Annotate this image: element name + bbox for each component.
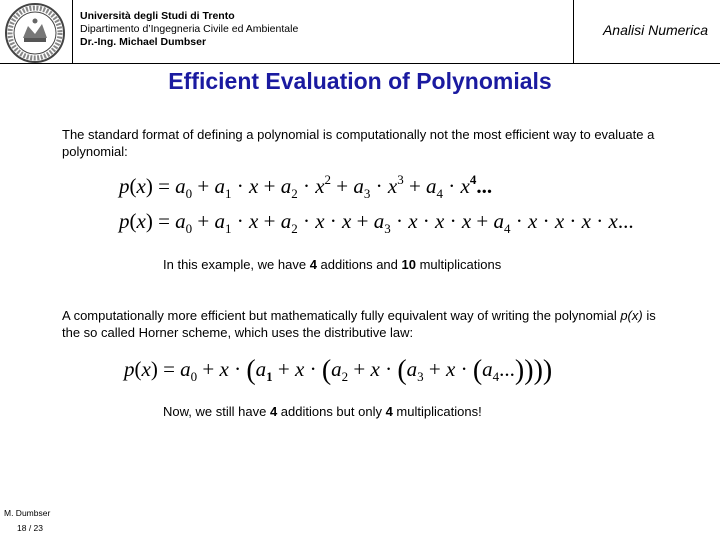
slide-title: Efficient Evaluation of Polynomials <box>168 68 552 94</box>
horner-px: p(x) <box>620 308 643 323</box>
department-name: Dipartimento d’Ingegneria Civile ed Ambientale <box>80 23 299 35</box>
header-bottom-rule <box>0 63 720 64</box>
note1-text-before: In this example, we have <box>163 257 310 272</box>
intro-paragraph: The standard format of defining a polynomial is computationally not the most efficient way to evaluate a polynomial: <box>62 127 655 159</box>
course-name: Analisi Numerica <box>602 22 708 38</box>
note2-text-before: Now, we still have <box>163 404 270 419</box>
note2-multiplications-count: 4 <box>385 404 393 419</box>
horner-text-suffix: is the so called Horner scheme, which uses the distributive law: <box>62 308 656 340</box>
formula-horner-scheme: $p(x) = a_0 + x \cdot (a_1 + x \cdot (a_2 + x \cdot (a_3 + x \cdot (a_4...))))$ <box>124 355 553 386</box>
note-horner-ops <box>163 404 482 419</box>
footer-author: M. Dumbser <box>4 508 51 518</box>
note2-additions-count: 4 <box>269 404 278 419</box>
university-seal-logo <box>4 2 66 64</box>
horner-paragraph <box>62 307 672 341</box>
note1-additions-count: 4 <box>309 257 317 272</box>
formula-standard-form: $p(x) = a_0 + a_1 \cdot x + a_2 \cdot x^2 + a_3 \cdot x^3 + a_4 \cdot x^4$... <box>119 172 493 201</box>
university-name: Università degli Studi di Trento <box>80 10 235 22</box>
header-author: Dr.-Ing. Michael Dumbser <box>80 36 207 48</box>
horner-text-prefix: A computationally more efficient but mathematically fully equivalent way of writing the polynomial <box>62 308 621 323</box>
note1-text-after: multiplications <box>415 257 502 272</box>
note-standard-ops <box>163 257 501 272</box>
header-divider-left <box>72 0 73 63</box>
note1-text-middle: additions and <box>316 257 402 272</box>
page-number: 18 / 23 <box>17 523 43 533</box>
formula-expanded-form: $p(x) = a_0 + a_1 \cdot x + a_2 \cdot x \cdot x + a_3 \cdot x \cdot x \cdot x + a_4 \cdot x \cdot x \cdot x \cdot x$... <box>119 209 634 236</box>
note2-text-after: multiplications! <box>392 404 482 419</box>
note1-multiplications-count: 10 <box>401 257 416 272</box>
header-divider-right <box>573 0 574 63</box>
note2-text-middle: additions but only <box>277 404 386 419</box>
